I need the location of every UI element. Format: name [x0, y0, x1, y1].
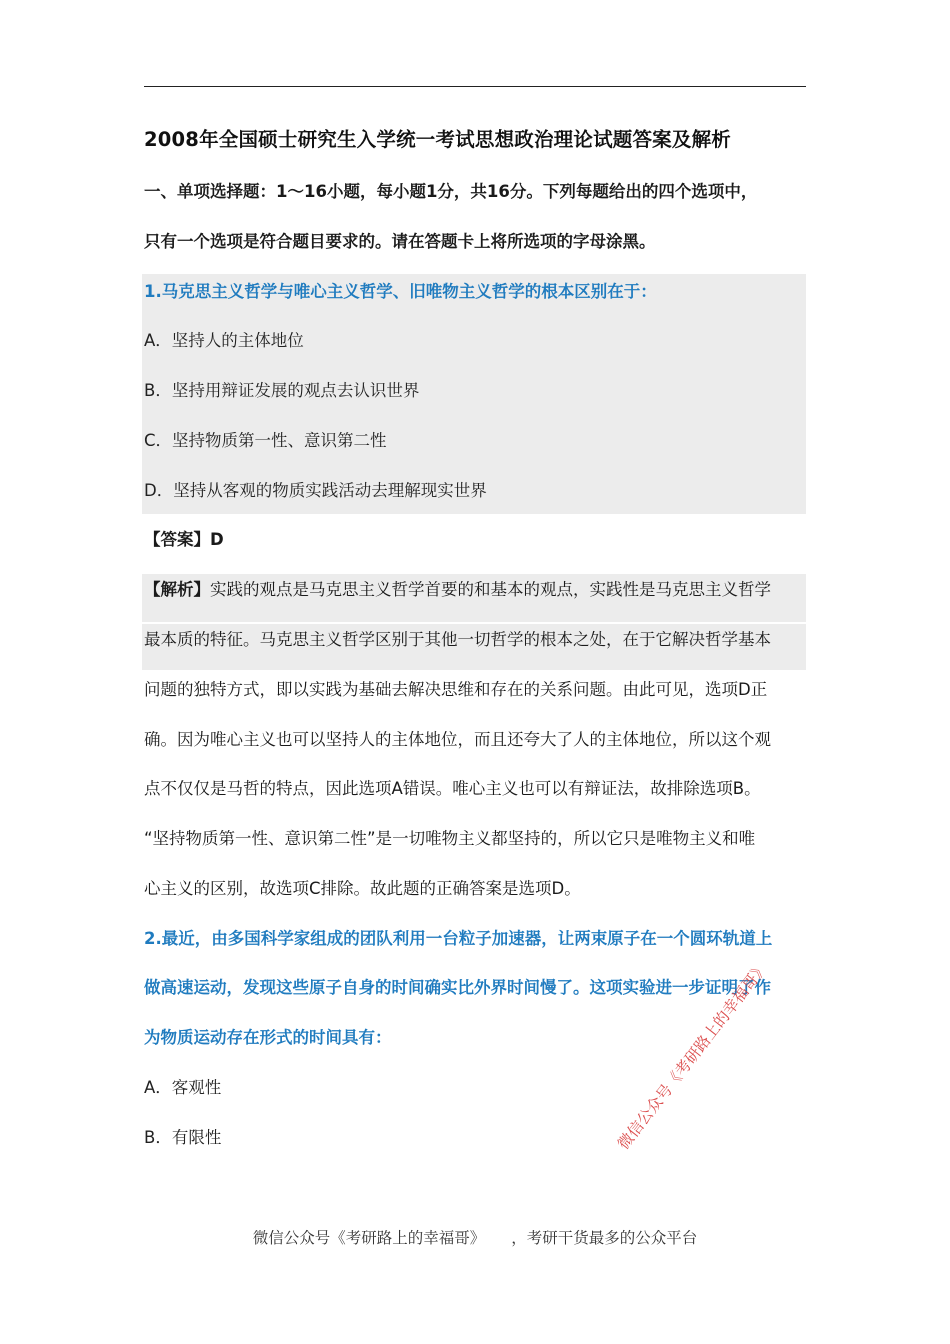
question1-answer: 【答案】D [144, 530, 224, 549]
question1-option-b: B．坚持用辩证发展的观点去认识世界 [144, 381, 420, 400]
question2-option-b: B．有限性 [144, 1128, 222, 1147]
watermark-text: 微信公众号《考研路上的幸福哥》 [614, 958, 772, 1153]
question2-option-a: A．客观性 [144, 1078, 222, 1097]
section-heading-line-2: 只有一个选项是符合题目要求的。请在答题卡上将所选项的字母涂黑。 [144, 232, 656, 251]
question2-stem-line-3: 为物质运动存在形式的时间具有： [144, 1028, 392, 1047]
explanation-line-3: 问题的独特方式，即以实践为基础去解决思维和存在的关系问题。由此可见，选项D正 [144, 680, 768, 699]
footer-slogan: ，考研干货最多的公众平台 [511, 1229, 698, 1247]
explanation-text-1: 实践的观点是马克思主义哲学首要的和基本的观点，实践性是马克思主义哲学 [210, 580, 771, 599]
question1-option-c: C．坚持物质第一性、意识第二性 [144, 431, 387, 450]
top-rule [144, 86, 806, 87]
question2-stem-line-1: 2.最近，由多国科学家组成的团队利用一台粒子加速器，让两束原子在一个圆环轨道上 [144, 929, 773, 948]
question1-stem: 1.马克思主义哲学与唯心主义哲学、旧唯物主义哲学的根本区别在于： [144, 282, 657, 301]
footer-account: 微信公众号《考研路上的幸福哥》 [252, 1229, 486, 1247]
explanation-label: 【解析】 [144, 580, 210, 599]
document-title: 2008年全国硕士研究生入学统一考试思想政治理论试题答案及解析 [144, 128, 731, 151]
question1-option-a: A．坚持人的主体地位 [144, 331, 304, 350]
page-footer [0, 1226, 950, 1248]
explanation-line-5: 点不仅仅是马哲的特点，因此选项A错误。唯心主义也可以有辩证法，故排除选项B。 [144, 779, 761, 798]
explanation-line-6: “坚持物质第一性、意识第二性”是一切唯物主义都坚持的，所以它只是唯物主义和唯 [144, 829, 756, 848]
section-heading-line-1: 一、单项选择题：1～16小题，每小题1分，共16分。下列每题给出的四个选项中， [144, 182, 758, 201]
question1-option-d: D．坚持从客观的物质实践活动去理解现实世界 [144, 481, 487, 500]
explanation-line-1 [144, 578, 806, 602]
explanation-line-2: 最本质的特征。马克思主义哲学区别于其他一切哲学的根本之处，在于它解决哲学基本 [144, 630, 771, 649]
question2-stem-line-2: 做高速运动，发现这些原子自身的时间确实比外界时间慢了。这项实验进一步证明了作 [144, 978, 771, 997]
explanation-line-4: 确。因为唯心主义也可以坚持人的主体地位，而且还夸大了人的主体地位，所以这个观 [144, 730, 771, 749]
explanation-line-7: 心主义的区别，故选项C排除。故此题的正确答案是选项D。 [144, 879, 581, 898]
